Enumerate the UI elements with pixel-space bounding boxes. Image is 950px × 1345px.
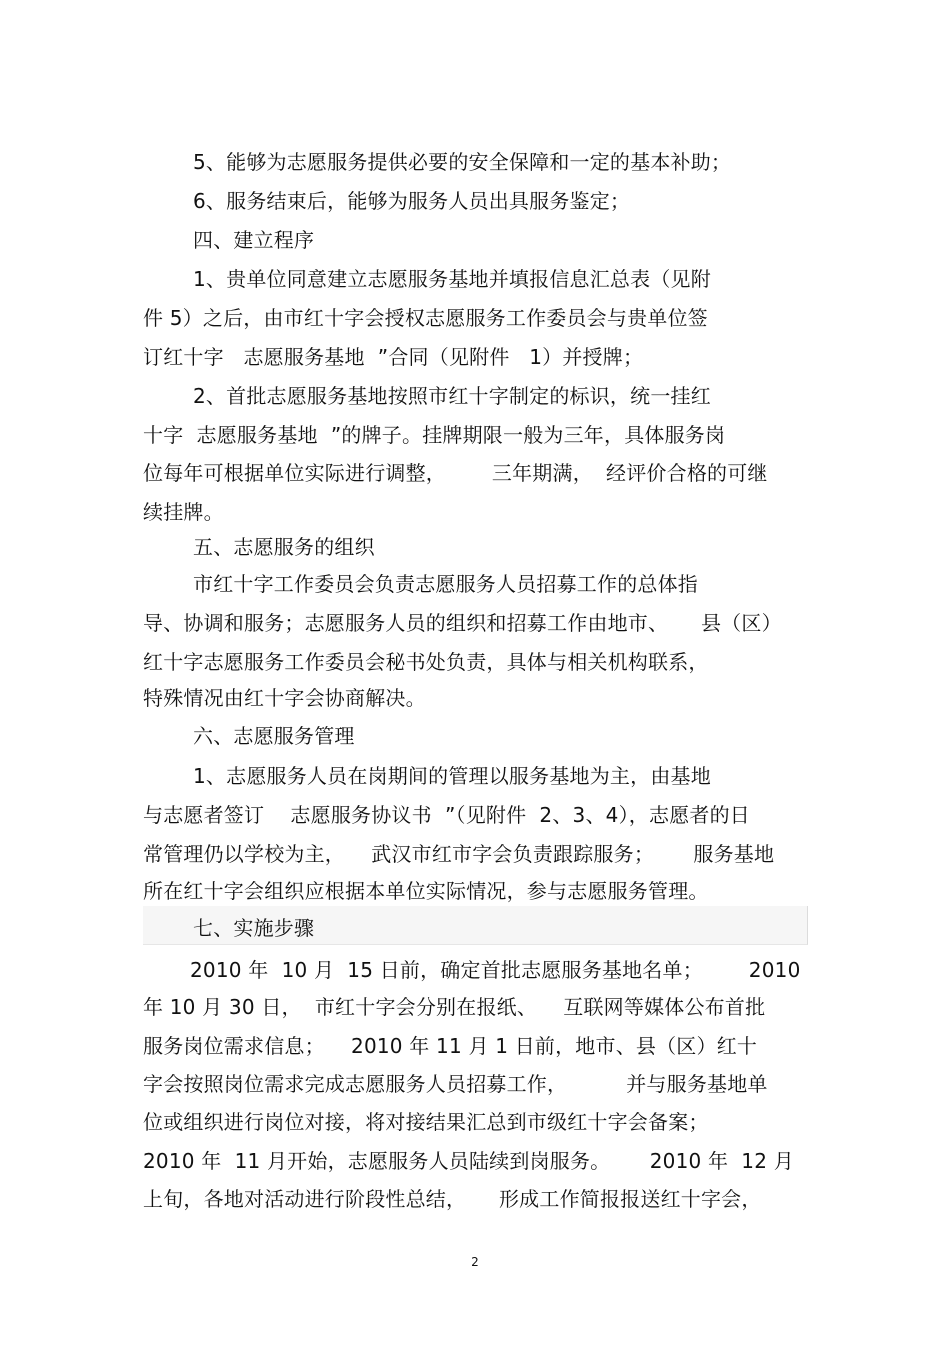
section-4-p2-line-2: 十字 志愿服务基地 ”的牌子。挂牌期限一般为三年，具体服务岗 — [143, 423, 726, 447]
section-6-p1-line-1: 1、志愿服务人员在岗期间的管理以服务基地为主，由基地 — [193, 764, 711, 788]
section-4-p1-line-2: 件 5）之后，由市红十字会授权志愿服务工作委员会与贵单位签 — [143, 306, 708, 330]
section-4-p2-line-4: 续挂牌。 — [143, 500, 224, 524]
section-5-p1-line-4: 特殊情况由红十字会协商解决。 — [143, 686, 426, 710]
section-4-p1-line-1: 1、贵单位同意建立志愿服务基地并填报信息汇总表（见附 — [193, 267, 711, 291]
section-7-p1-line-3: 服务岗位需求信息； 2010 年 11 月 1 日前，地市、县（区）红十 — [143, 1034, 758, 1058]
section-5-p1-line-1: 市红十字工作委员会负责志愿服务人员招募工作的总体指 — [193, 572, 698, 596]
section-4-p2-line-1: 2、首批志愿服务基地按照市红十字制定的标识，统一挂红 — [193, 384, 711, 408]
section-4-heading: 四、建立程序 — [193, 228, 315, 252]
section-5-heading: 五、志愿服务的组织 — [193, 535, 375, 559]
section-4-p1-line-3: 订红十字 志愿服务基地 ”合同（见附件 1）并授牌； — [143, 345, 644, 369]
item-5-text: 5、能够为志愿服务提供必要的安全保障和一定的基本补助； — [193, 150, 732, 174]
section-7-p1-line-4: 字会按照岗位需求完成志愿服务人员招募工作， 并与服务基地单 — [143, 1072, 768, 1096]
section-6-p1-line-3: 常管理仍以学校为主， 武汉市红市字会负责跟踪服务； 服务基地 — [143, 842, 775, 866]
section-4-p2-line-3: 位每年可根据单位实际进行调整， 三年期满， 经评价合格的可继 — [143, 461, 768, 485]
section-6-p1-line-4: 所在红十字会组织应根据本单位实际情况，参与志愿服务管理。 — [143, 879, 709, 903]
section-5-p1-line-2: 导、协调和服务；志愿服务人员的组织和招募工作由地市、 县（区） — [143, 611, 782, 635]
section-7-p1-line-7: 上旬，各地对活动进行阶段性总结， 形成工作简报报送红十字会， — [143, 1187, 762, 1211]
section-6-heading: 六、志愿服务管理 — [193, 724, 355, 748]
item-6-text: 6、服务结束后，能够为服务人员出具服务鉴定； — [193, 189, 631, 213]
section-7-heading: 七、实施步骤 — [193, 916, 315, 940]
section-7-p1-line-5: 位或组织进行岗位对接，将对接结果汇总到市级红十字会备案； — [143, 1110, 709, 1134]
page-number: 2 — [471, 1255, 479, 1269]
section-5-p1-line-3: 红十字志愿服务工作委员会秘书处负责，具体与相关机构联系， — [143, 650, 709, 674]
section-7-p1-line-1: 2010 年 10 月 15 日前，确定首批志愿服务基地名单； 2010 — [190, 958, 801, 982]
section-7-p1-line-6: 2010 年 11 月开始，志愿服务人员陆续到岗服务。 2010 年 12 月 — [143, 1149, 794, 1173]
section-6-p1-line-2: 与志愿者签订 志愿服务协议书 ”（见附件 2、3、4），志愿者的日 — [143, 803, 750, 827]
section-7-p1-line-2: 年 10 月 30 日， 市红十字会分别在报纸、 互联网等媒体公布首批 — [143, 995, 766, 1019]
